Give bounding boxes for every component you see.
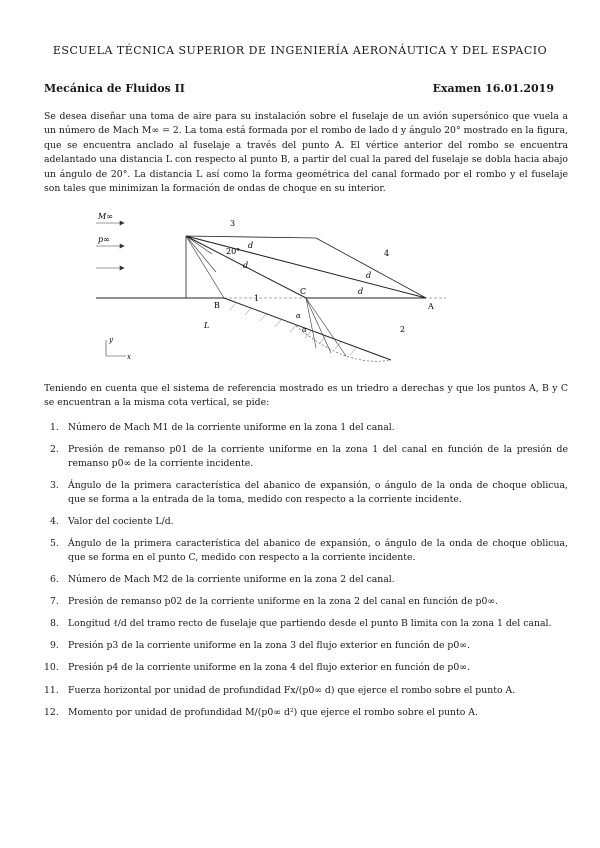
rhombus-right-edge [316, 238, 426, 298]
question-item: 5. Ángulo de la primera característica del abanico de expansión, o ángulo de la onda de choque oblicua, que se forma en el punto C, medido con respecto a la corriente incidente. [50, 537, 568, 563]
label-d-upper: d [248, 241, 254, 250]
flow-arrows [96, 221, 124, 270]
label-mach: M∞ [98, 212, 113, 221]
question-item: 4. Valor del cociente L/d. [50, 515, 174, 527]
fuselage-ramp [224, 298, 391, 360]
question-item: 6. Número de Mach M2 de la corriente uniforme en la zona 2 del canal. [50, 573, 395, 585]
label-pressure: p∞ [98, 235, 110, 244]
label-point-C: C [300, 287, 307, 296]
expansion-fan-c [306, 298, 346, 356]
ramp-hatching [230, 303, 356, 355]
label-alpha-b: α [302, 326, 307, 334]
label-angle: 20° [226, 247, 241, 256]
question-item: 11. Fuerza horizontal por unidad de profundidad Fx/(p0∞ d) que ejerce el rombo sobre el punto A. [44, 684, 516, 696]
label-axis-y: y [109, 336, 113, 344]
label-axis-x: x [127, 353, 131, 361]
label-L: L [204, 321, 210, 330]
question-item: 7. Presión de remanso p02 de la corriente uniforme en la zona 2 del canal en función de p0∞. [50, 595, 499, 607]
label-zone-2: 2 [400, 325, 406, 334]
school-title: ESCUELA TÉCNICA SUPERIOR DE INGENIERÍA AERONÁUTICA Y DEL ESPACIO [52, 44, 548, 57]
question-item: 8. Longitud ℓ/d del tramo recto de fuselaje que partiendo desde el punto B limita con la zona 1 del canal. [50, 618, 552, 630]
label-alpha-a: α [296, 312, 301, 320]
label-zone-4: 4 [384, 249, 390, 258]
instructions-lead: Teniendo en cuenta que el sistema de referencia mostrado es un triedro a derechas y que los puntos A, B y C se encuentran a la misma cota vertical, se pide: [44, 383, 568, 409]
course-title: Mecánica de Fluidos II [44, 82, 185, 95]
question-item: 12. Momento por unidad de profundidad M/(p0∞ d²) que ejerce el rombo sobre el punto A. [44, 706, 478, 718]
intake-figure [96, 208, 476, 376]
question-item: 1. Número de Mach M1 de la corriente uniforme en la zona 1 del canal. [50, 422, 395, 433]
question-item: 9. Presión p3 de la corriente uniforme en la zona 3 del flujo exterior en función de p0∞. [50, 640, 470, 652]
question-item: 2. Presión de remanso p01 de la corriente uniforme en la zona 1 del canal en función de la presión de remanso p0∞ de la corriente incidente. [50, 444, 568, 469]
problem-statement: Se desea diseñar una toma de aire para su instalación sobre el fuselaje de un avión supersónico que vuela a un número de Mach M∞ = 2. La toma está formada por el rombo de lado d y ángulo 20° mostrado en la figura, que se encuentra anclado al fuselaje a través del punto A. El vértice anterior del rombo se encuentra adelantado una distancia L con respecto al punto B, a partir del cual la pared del fuselaje se dobla hacia abajo un ángulo de 20°. La distancia L así como la forma geométrica del canal formado por el rombo y el fuselaje son tales que minimizan la formación de ondas de choque en su interior. [44, 111, 568, 195]
question-item: 3. Ángulo de la primera característica del abanico de expansión, o ángulo de la onda de choque oblicua, que se forma a la entrada de la toma, medido con respecto a la corriente incidente. [50, 479, 568, 505]
curved-wall [296, 326, 391, 361]
label-d-slope: d [358, 287, 364, 296]
label-point-A: A [428, 302, 434, 311]
label-zone-1: 1 [254, 294, 260, 303]
label-d-lower: d [243, 261, 249, 270]
question-item: 10. Presión p4 de la corriente uniforme en la zona 4 del flujo exterior en función de p0∞. [44, 662, 470, 674]
rhombus-upper-edge [186, 236, 316, 238]
label-zone-3: 3 [230, 219, 236, 228]
label-d-right: d [366, 271, 372, 280]
question-list [44, 421, 568, 728]
label-point-B: B [214, 301, 220, 310]
exam-date: Examen 16.01.2019 [432, 82, 554, 95]
